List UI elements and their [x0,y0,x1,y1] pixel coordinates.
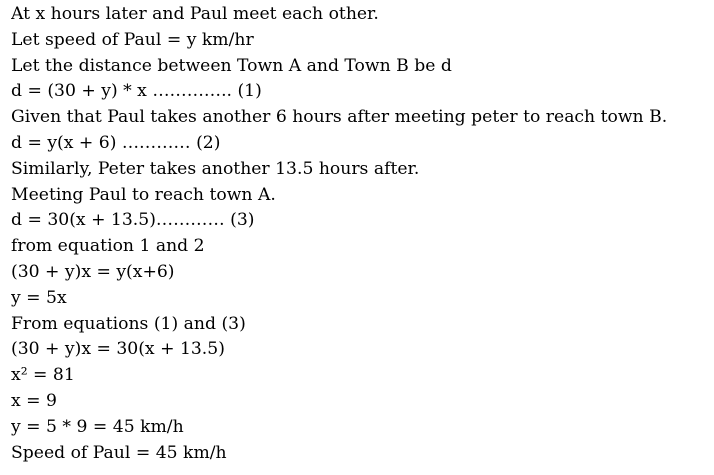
solution-line-14: (30 + y)x = 30(x + 13.5) [11,339,225,360]
equation-1: d = (30 + y) * x ………….. (1) [11,81,262,102]
solution-line-7: Similarly, Peter takes another 13.5 hours after. [11,158,420,179]
solution-line-17: y = 5 * 9 = 45 km/h [11,416,184,437]
equation-3: d = 30(x + 13.5)………… (3) [11,210,255,231]
solution-line-10: from equation 1 and 2 [11,236,205,257]
solution-line-3: Let the distance between Town A and Town B be d [11,55,452,76]
equation-2: d = y(x + 6) ………… (2) [11,132,221,153]
solution-line-11: (30 + y)x = y(x+6) [11,261,175,282]
solution-line-5: Given that Paul takes another 6 hours after meeting peter to reach town B. [11,107,668,128]
solution-line-1: At x hours later and Paul meet each other. [11,4,379,24]
solution-line-12: y = 5x [11,287,67,308]
solution-line-2: Let speed of Paul = y km/hr [11,29,254,50]
final-answer: Speed of Paul = 45 km/h [11,442,227,463]
solution-line-8: Meeting Paul to reach town A. [11,184,276,205]
solution-line-16: x = 9 [11,390,57,411]
solution-line-13: From equations (1) and (3) [11,313,246,334]
solution-text [11,2,711,466]
solution-line-15: x² = 81 [11,365,75,386]
